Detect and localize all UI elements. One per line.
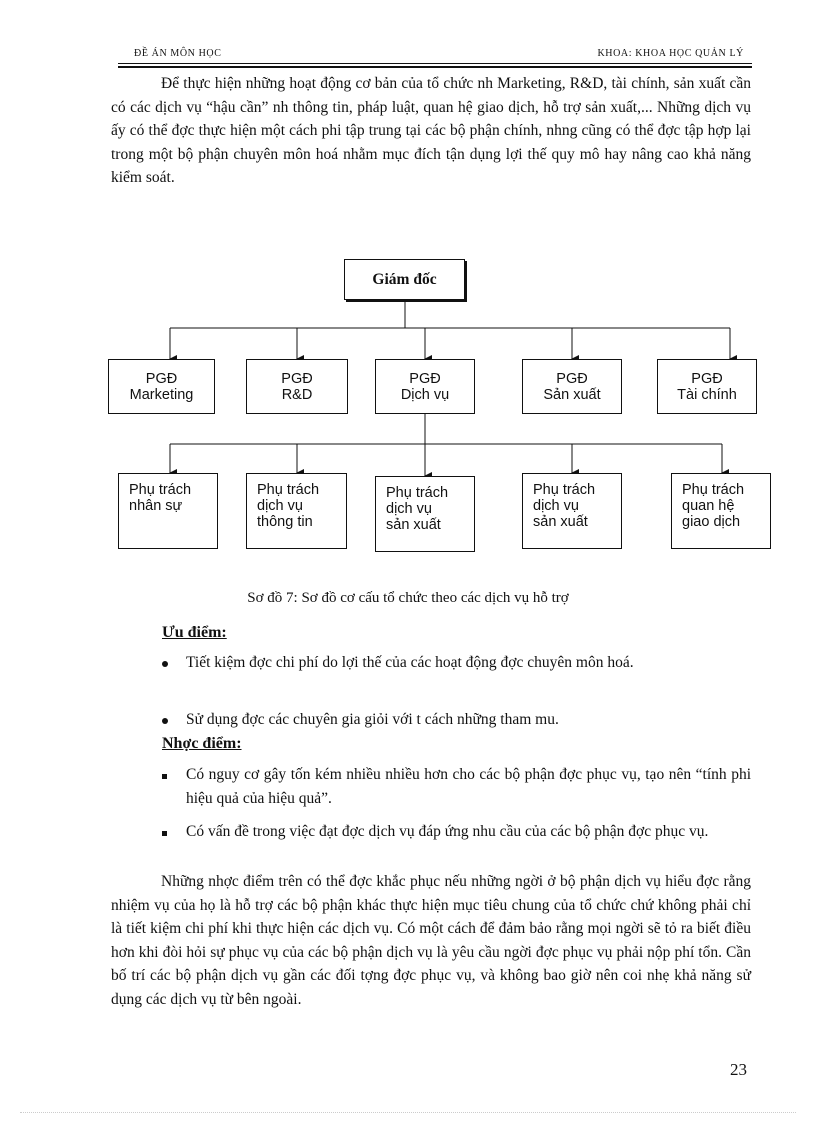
disadvantage-item <box>162 763 751 810</box>
closing-paragraph: Những nhợc điểm trên có thể đợc khắc phục nếu những ngời ở bộ phận dịch vụ hiểu đợc rằng nhiệm vụ của họ là hỗ trợ các bộ phận khác thực hiện mục tiêu chung của tổ chức chứ không phải chỉ là tiết kiệm chi phí khi thực hiện các dịch vụ. Có một cách để đảm bảo rằng mọi ngời sẽ tỏ ra biết điều hơn khi đòi hỏi sự phục vụ của các bộ phận dịch vụ là yêu cầu ngời đợc phục vụ phải nộp phí tổn. Cần bố trí các bộ phận dịch vụ gần các đối tợng đợc phục vụ, và không bao giờ nên coi nhẹ khả năng sử dụng các dịch vụ từ bên ngoài. <box>111 873 751 1008</box>
header-left: ĐỀ ÁN MÔN HỌC <box>134 48 222 59</box>
org-box-phutrach-sanxuat-1 <box>375 476 475 552</box>
org-box-pgd-dichvu <box>375 359 475 414</box>
disadvantage-text: Có nguy cơ gây tốn kém nhiều nhiều hơn cho các bộ phận đợc phục vụ, tạo nên “tính phi hiệu quả của hiệu quả”. <box>186 766 751 807</box>
org-box-pgd-marketing <box>108 359 215 414</box>
advantage-item <box>162 708 751 732</box>
org-box-line: PGĐ <box>281 370 313 387</box>
org-box-line: nhân sự <box>129 498 183 514</box>
org-box-pgd-rd <box>246 359 348 414</box>
org-box-line: Dịch vụ <box>400 386 450 403</box>
disadvantage-item <box>162 820 751 844</box>
footer-divider <box>20 1112 796 1113</box>
bullet-square-icon <box>162 763 182 787</box>
org-box-line: thông tin <box>257 514 313 530</box>
advantage-item <box>162 651 751 675</box>
org-box-line: Phụ trách <box>533 482 596 498</box>
bullet-dot-icon <box>162 651 182 675</box>
disadvantage-text: Có vấn đề trong việc đạt đợc dịch vụ đáp ứng nhu cầu của các bộ phận đợc phục vụ. <box>186 823 709 840</box>
header-right: KHOA: KHOA HỌC QUẢN LÝ <box>597 48 744 59</box>
org-box-line: Phụ trách <box>386 485 449 501</box>
bullet-dot-icon <box>162 708 182 732</box>
org-box-line: PGĐ <box>556 370 588 387</box>
org-box-line: Tài chính <box>677 386 737 403</box>
org-box-line: dịch vụ <box>257 498 303 514</box>
disadvantages-title: Nhợc điểm: <box>162 735 242 752</box>
org-box-line: PGĐ <box>409 370 441 387</box>
org-box-line: dịch vụ <box>386 501 432 517</box>
org-box-phutrach-giaodich <box>671 473 771 549</box>
org-box-line: Phụ trách <box>257 482 320 498</box>
org-box-line: Phụ trách <box>129 482 192 498</box>
org-box-line: PGĐ <box>691 370 723 387</box>
org-box-line: Sản xuất <box>543 386 601 403</box>
org-box-line: quan hệ <box>682 498 735 514</box>
org-box-pgd-taichinh <box>657 359 757 414</box>
page-number: 23 <box>730 1060 747 1079</box>
advantage-text: Tiết kiệm đợc chi phí do lợi thế của các hoạt động đợc chuyên môn hoá. <box>186 654 634 671</box>
org-box-line: sản xuất <box>533 514 588 530</box>
org-box-phutrach-thongtin <box>246 473 347 549</box>
org-box-line: sản xuất <box>386 517 441 533</box>
org-box-line: PGĐ <box>145 370 178 387</box>
intro-paragraph: Để thực hiện những hoạt động cơ bản của tổ chức nh Marketing, R&D, tài chính, sản xuất cần có các dịch vụ “hậu cần” nh thông tin, pháp luật, quan hệ giao dịch, hỗ trợ sản xuất,... Những dịch vụ ấy có thể đợc thực hiện một cách phi tập trung tại các bộ phận chính, nhng cũng có thể đợc tập hợp lại trong một bộ phận chuyên môn hoá nhằm mục đích tận dụng lợi thế quy mô hay nâng cao khả năng kiểm soát. <box>111 75 751 186</box>
org-box-phutrach-sanxuat-2 <box>522 473 622 549</box>
advantage-text: Sử dụng đợc các chuyên gia giỏi với t cách những tham mu. <box>186 711 559 728</box>
bullet-square-icon <box>162 820 182 844</box>
org-box-root <box>344 259 465 300</box>
org-box-line: R&D <box>281 386 313 403</box>
org-box-line: dịch vụ <box>533 498 579 514</box>
org-box-line: Marketing <box>129 386 194 403</box>
org-box-line: Phụ trách <box>682 482 745 498</box>
org-box-line: giao dịch <box>682 514 741 530</box>
org-box-phutrach-nhansu <box>118 473 218 549</box>
org-box-pgd-sanxuat <box>522 359 622 414</box>
advantages-title: Ưu điểm: <box>162 624 227 641</box>
figure-caption: Sơ đồ 7: Sơ đồ cơ cấu tổ chức theo các dịch vụ hỗ trợ <box>247 590 569 606</box>
org-root-label: Giám đốc <box>372 270 437 288</box>
